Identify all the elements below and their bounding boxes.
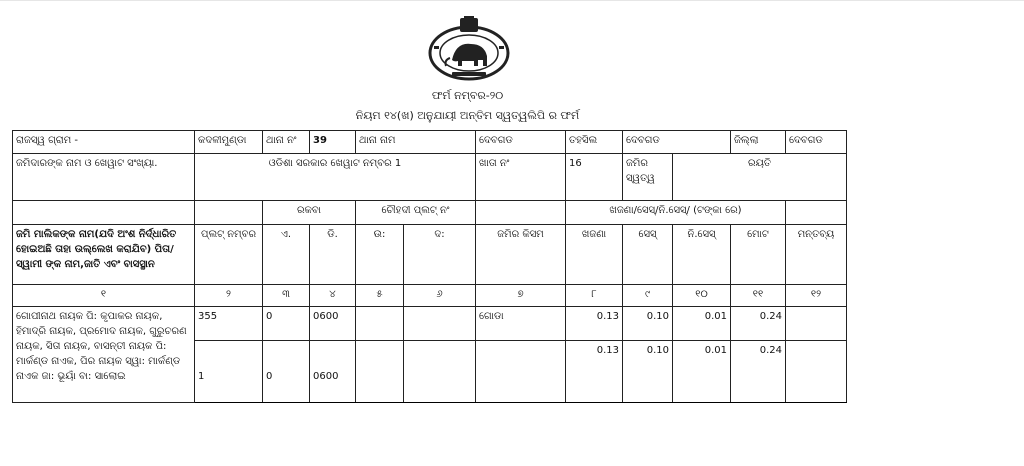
column-number: ୧୧ <box>731 285 786 307</box>
land-record-table <box>12 130 847 403</box>
khata-label: ଖାତା ନଂ <box>476 154 566 201</box>
column-group-header-row <box>13 201 847 225</box>
remarks-cell <box>786 307 847 341</box>
total-cell: 0.24 <box>731 307 786 341</box>
north-header: ଉ: <box>356 225 404 285</box>
table-row <box>13 307 847 341</box>
total-header: ମୋଟ <box>731 225 786 285</box>
tahasil-value: ଦେବଗଡ <box>623 131 731 154</box>
land-type-header: ଜମିର କିସମ <box>476 225 566 285</box>
column-number: ୩ <box>263 285 310 307</box>
acre-cell: 0 <box>263 341 310 403</box>
plot-no-cell: 1 <box>195 341 263 403</box>
column-number: ୫ <box>356 285 404 307</box>
khata-value: 16 <box>566 154 623 201</box>
ni-cess-cell: 0.01 <box>673 307 731 341</box>
column-number-row <box>13 285 847 307</box>
column-number: ୪ <box>310 285 356 307</box>
form-title: ନିୟମ ୧୪(ଖ) ଅନୁଯାୟୀ ଅନ୍ତିମ ସ୍ୱତ୍ୱଲିପି ର ଫର୍ମ <box>355 109 580 122</box>
plot-no-header: ପ୍ଲଟ୍ ନମ୍ବର <box>195 225 263 285</box>
column-number: ୨ <box>195 285 263 307</box>
village-label: ରାଜସ୍ୱ ଗ୍ରାମ - <box>13 131 195 154</box>
column-number: ୬ <box>404 285 476 307</box>
remarks-cell <box>786 341 847 403</box>
rent-cell: 0.13 <box>566 341 623 403</box>
column-number: ୧୦ <box>673 285 731 307</box>
land-type-cell: ଗୋଡା <box>476 307 566 341</box>
rent-cell: 0.13 <box>566 307 623 341</box>
info-row-location <box>13 131 847 154</box>
form-number: ଫର୍ମ ନମ୍ବର-୨୦ <box>431 89 504 102</box>
column-number: ୯ <box>623 285 673 307</box>
thana-no-value: 39 <box>310 131 356 154</box>
land-type-cell <box>476 341 566 403</box>
district-label: ଜିଲ୍ଲା <box>731 131 786 154</box>
district-value: ଦେବଗଡ <box>786 131 847 154</box>
cess-cell: 0.10 <box>623 307 673 341</box>
decimal-header: ଡି. <box>310 225 356 285</box>
north-cell <box>356 307 404 341</box>
tahasil-label: ତହସିଲ <box>566 131 623 154</box>
column-number: ୮ <box>566 285 623 307</box>
south-header: ଦ: <box>404 225 476 285</box>
landlord-label: ଜମିଦାରଙ୍କ ନାମ ଓ ଖେୱାଟ ସଂଖ୍ୟା. <box>13 154 195 201</box>
land-right-value: ରୟତି <box>673 154 847 201</box>
north-cell <box>356 341 404 403</box>
remarks-header: ମନ୍ତବ୍ୟ <box>786 225 847 285</box>
boundary-group-header: ଚୌହଦୀ ପ୍ଲଟ୍ ନଂ <box>356 201 476 225</box>
area-group-header: ରକବା <box>263 201 356 225</box>
village-value: କଦଳୀମୁଣ୍ଡା <box>195 131 263 154</box>
rent-group-header: ଖଜଣା/ସେସ୍/ନି.ସେସ୍/ (ଟଙ୍କା ରେ) <box>566 201 786 225</box>
acre-cell: 0 <box>263 307 310 341</box>
info-row-owner <box>13 154 847 201</box>
ni-cess-header: ନି.ସେସ୍ <box>673 225 731 285</box>
column-header-row <box>13 225 847 285</box>
decimal-cell: 0600 <box>310 341 356 403</box>
south-cell <box>404 341 476 403</box>
cess-cell: 0.10 <box>623 341 673 403</box>
decimal-cell: 0600 <box>310 307 356 341</box>
landlord-value: ଓଡିଶା ସରକାର ଖେୱାଟ ନମ୍ବର 1 <box>195 154 476 201</box>
top-border-line <box>0 0 1024 1</box>
owner-column-header: ଜମି ମାଲିକଙ୍କ ନାମ(ଯଦି ଅଂଶ ନିର୍ଦ୍ଧାରିତ ହୋଇଅଛି ତାହା ଉଲ୍ଲେଖ କରାଯିବ) ପିତା/ସ୍ୱାମୀ ଙ୍କ ନାମ,ଜାତି ଏବଂ ବାସସ୍ଥାନ <box>13 225 195 285</box>
cess-header: ସେସ୍ <box>623 225 673 285</box>
total-cell: 0.24 <box>731 341 786 403</box>
acre-header: ଏ. <box>263 225 310 285</box>
column-number: ୭ <box>476 285 566 307</box>
plot-no-cell: 355 <box>195 307 263 341</box>
land-right-label: ଜମିର ସ୍ୱତ୍ୱ <box>623 154 673 201</box>
owner-details: ଗୋପୀନାଥ ନାୟକ ପି: କୃପାକର ନାୟକ, ହିମାଦ୍ରି ନାୟକ, ପ୍ରମୋଦ ନାୟକ, ଗୁରୁଚରଣ ନାୟକ, ସିତା ନାୟକ, ବାସନ୍ତୀ ନାୟକ ପି: ମାର୍କଣ୍ଡ ନାଏକ, ପିର ନାୟକ ସ୍ୱା: ମାର୍କଣ୍ଡ ନାଏକ ଜା: ଭୂୟାଁ ବା: ସାଲୋଇ <box>13 307 195 403</box>
thana-name-value: ଦେବଗଡ <box>476 131 566 154</box>
odisha-government-emblem-icon <box>426 16 512 86</box>
thana-no-label: ଥାନା ନଂ <box>263 131 310 154</box>
south-cell <box>404 307 476 341</box>
column-number: ୧ <box>13 285 195 307</box>
thana-name-label: ଥାନା ନାମ <box>356 131 476 154</box>
ni-cess-cell: 0.01 <box>673 341 731 403</box>
column-number: ୧୨ <box>786 285 847 307</box>
rent-header: ଖଜଣା <box>566 225 623 285</box>
